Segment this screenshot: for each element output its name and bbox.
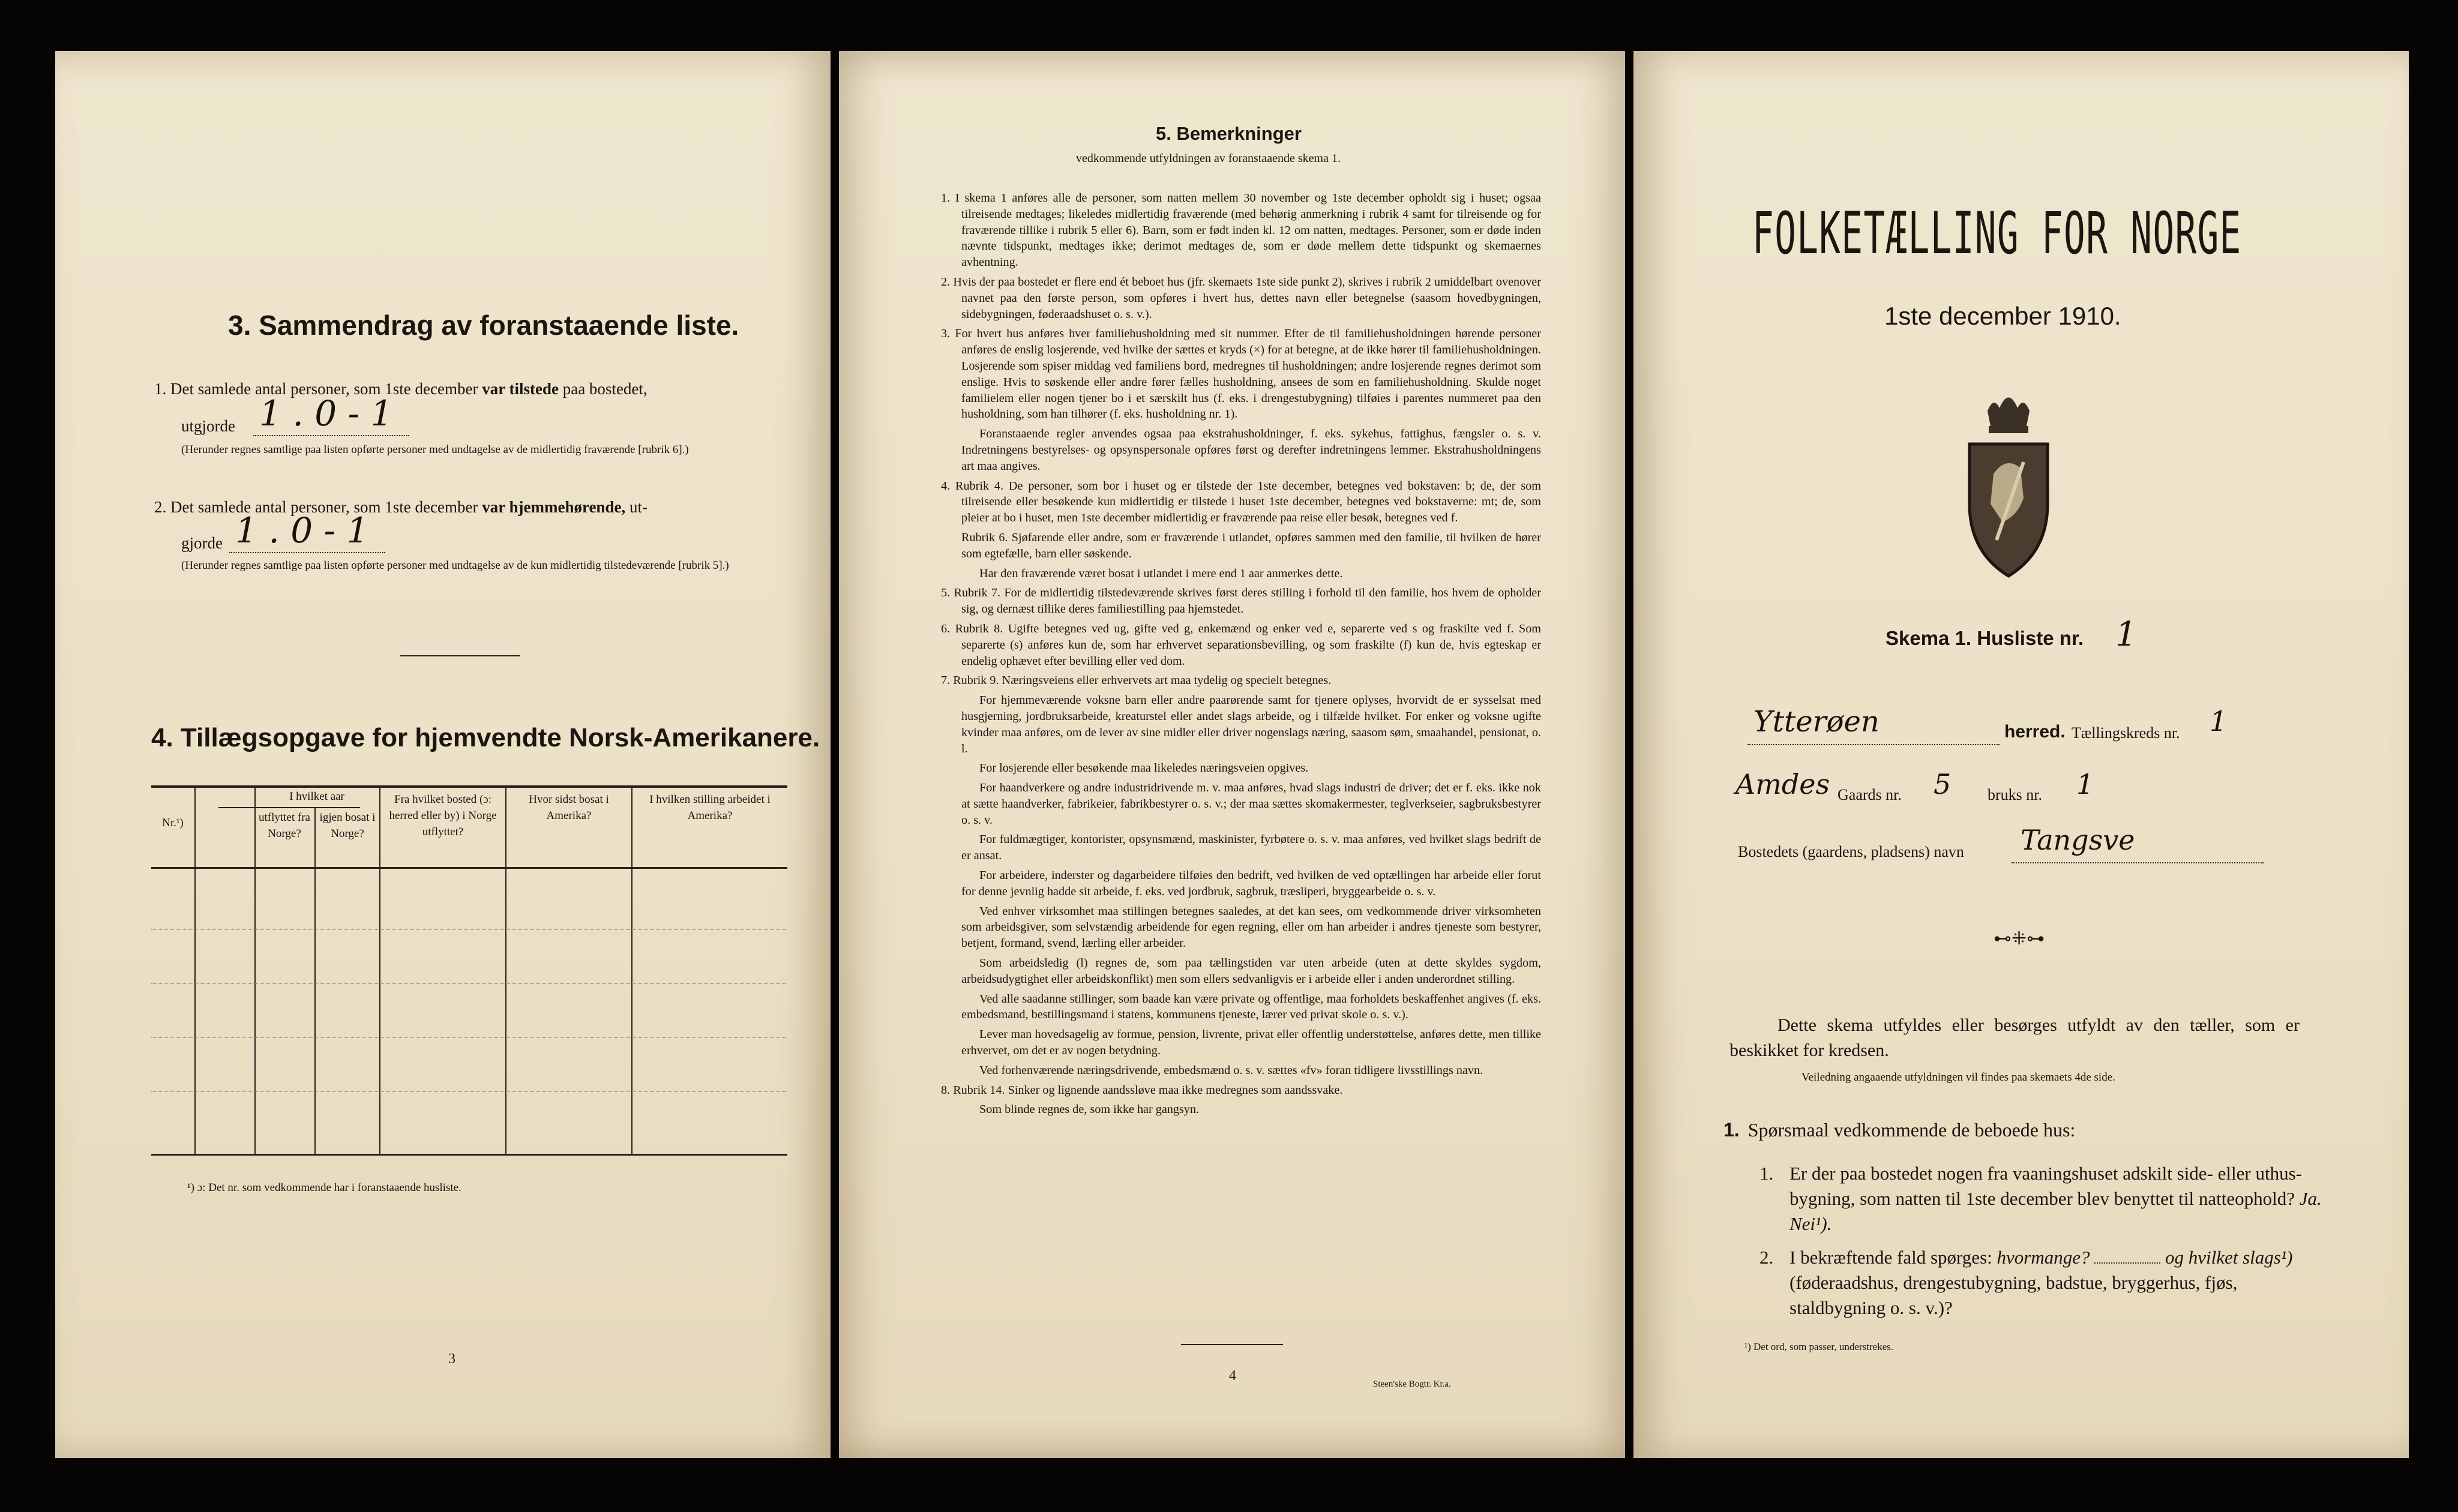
divider [400, 655, 520, 656]
remark-paragraph: 2. Hvis der paa bostedet er flere end ét beboet hus (jfr. skemaets 1ste side punkt 2), skrives i rubrik 2 umiddelbart ovenover navnet paa den første person, som opføres i hvert hus, dettes navn eller betegnelse (saasom hovedbygningen, sidebygningen, føderaadshuset o. s. v.). [941, 275, 1541, 321]
norsk-amerikanere-table [151, 785, 787, 1156]
herred-label: herred. [2004, 722, 2066, 742]
dotted-line [253, 435, 409, 436]
summary-note-1: (Herunder regnes samtlige paa listen opførte personer med undtagelse av de midlertidig fraværende [rubrik 6].) [181, 443, 689, 456]
col-igjen: igjen bosat i Norge? [319, 811, 376, 840]
remarks-subtitle: vedkommende utfyldningen av foranstaaende skema 1. [1076, 152, 1341, 165]
remark-paragraph: 8. Rubrik 14. Sinker og lignende aandssløve maa ikke medregnes som aandssvake. [941, 1083, 1343, 1097]
gaard-value: Amdes [1735, 768, 1830, 800]
gaards-label: Gaards nr. [1837, 786, 1902, 803]
question-2: 2. I bekræftende fald spørges: hvormange? og hvilket slags¹) (føderaadshus, drengestubygning, badstue, bryggerhus, fjøs, staldbygning o. s. v.)? [1759, 1247, 2293, 1318]
present-count-value: 1 . 0 - 1 [259, 393, 393, 434]
remark-paragraph: Har den fraværende været bosat i utlandet i mere end 1 aar anmerkes dette. [979, 566, 1343, 580]
summary-note-2: (Herunder regnes samtlige paa listen opførte personer med undtagelse av de kun midlertidig tilstedeværende [rubrik 5].) [181, 559, 729, 572]
col-utflyttet: utflyttet fra Norge? [259, 811, 310, 840]
ornament-icon: ⊷⁜⊶ [1994, 929, 2045, 949]
herred-value: Ytterøen [1753, 705, 1880, 739]
remark-paragraph: 6. Rubrik 8. Ugifte betegnes ved ug, gifte ved g, enkemænd og enker ved e, separerte ved s og fraskilte ved f. Som separerte (s) anføres kun de, som har erhvervet separationsbevilling, og som fraskilte (f) kun de, hvis egteskap er endelig ophævet efter bevilling eller ved dom. [941, 622, 1541, 668]
remark-paragraph: Foranstaaende regler anvendes ogsaa paa ekstrahusholdninger, f. eks. sykehus, fattighus, fængsler o. s. v. Indretningens bestyrelses- og opsynspersonale opføres først og derefter indretningens lemmer. Ekstrahusholdningens art maa angives. [961, 427, 1541, 473]
census-title: FOLKETÆLLING FOR NORGE [1752, 200, 2242, 267]
summary-item-2: 2. Det samlede antal personer, som 1ste december var hjemmehørende, ut- [154, 498, 648, 516]
hvormange-field[interactable] [2094, 1262, 2160, 1264]
divider [1181, 1344, 1283, 1345]
skema-label: Skema 1. Husliste nr. [1886, 627, 2084, 649]
page-3 [55, 51, 831, 1458]
husliste-number: 1 [2115, 615, 2137, 654]
remark-paragraph: 1. I skema 1 anføres alle de personer, som natten mellem 30 november og 1ste december opholdt sig i huset; ogsaa tilreisende medtages; likeledes midlertidig fraværende (med behørig anmerkning i rubrik 4 samt for tilreisende og for fraværende tillike i rubrik 5 eller 6). Barn, som er født inden kl. 12 om natten, medtages. Personer, som er døde inden nævnte tidspunkt, medtages ikke; derimot medtages de, som er døde mellem dette tidspunkt og skemaernes avhentning. [941, 191, 1541, 269]
remark-paragraph: For haandverkere og andre industridrivende m. v. maa anføres, hvad slags industri de driver; det er f. eks. ikke nok at sætte haandverker, fabrikeier, fabrikbestyrer o. s. v.; der maa sættes skomakermester, teglverkseier, sagbruksbestyrer o. s. v. [961, 781, 1541, 827]
q1-answer-options[interactable]: Ja. Nei¹). [1789, 1188, 2322, 1234]
remarks-body [941, 190, 1541, 1121]
remark-paragraph: For arbeidere, inderster og dagarbeidere tilføies den bedrift, ved hvilken de ved optællingen har arbeide eller forut for denne jevnlig hadde sit arbeide, f. eks. ved jordbruk, sagbruk, træsliperi, bryggearbeide o. s. v. [961, 869, 1541, 898]
remark-paragraph: Ved alle saadanne stillinger, som baade kan være private og offentlige, maa forholdets beskaffenhet angives (f. eks. embedsmand, bestillingsmand i statens, kommunens tjeneste, lærer ved privat skole o. s. v.). [961, 992, 1541, 1022]
utgjorde-label-1: utgjorde [181, 417, 235, 435]
bruks-number: 1 [2076, 768, 2094, 800]
remark-paragraph: Ved enhver virksomhet maa stillingen betegnes saaledes, at det kan sees, om vedkommende driver virksomheten som arbeidsgiver, som selvstændig arbeidende for egen regning, eller om han arbeider i andres tjeneste som bestyrer, betjent, formand, svend, lærling eller arbeider. [961, 904, 1541, 950]
remark-paragraph: Som arbeidsledig (l) regnes de, som paa tællingstiden var uten arbeide (uten at dette skyldes sygdom, arbeidsudygtighet eller arbeidskonflikt) men som ellers sedvanligvis er i arbeide eller i anden underordnet stilling. [961, 956, 1541, 986]
remark-paragraph: Lever man hovedsagelig av formue, pension, livrente, privat eller offentlig understøttelse, anføres dette, men tillike erhvervet, om det er av nogen betydning. [961, 1028, 1541, 1058]
bosted-value: Tangsve [2021, 824, 2135, 856]
table-footnote: ¹) ɔ: Det nr. som vedkommende har i foranstaaende husliste. [187, 1181, 461, 1194]
col-hvor-bosat: Hvor sidst bosat i Amerika? [529, 793, 609, 822]
page-number: 4 [1229, 1368, 1236, 1384]
remark-paragraph: 5. Rubrik 7. For de midlertidig tilstedeværende skrives først deres stilling i forhold til den familie, hos hvem de opholder sig, og dernæst tillike deres familiestilling paa hjemstedet. [941, 586, 1541, 616]
census-date: 1ste december 1910. [1884, 302, 2121, 330]
col-fra-bosted: Fra hvilket bosted (ɔ: herred eller by) i Norge utflyttet? [389, 793, 497, 838]
question-1: 1. Er der paa bostedet nogen fra vaaningshuset adskilt side- eller uthus-bygning, som natten til 1ste december blev benyttet til natteophold? Ja. Nei¹). [1759, 1163, 2322, 1234]
page-1-cover [1633, 51, 2409, 1458]
col-nr: Nr.¹) [162, 817, 184, 829]
utgjorde-label-2: gjorde [181, 534, 223, 552]
dotted-line [1747, 744, 2000, 745]
section-4-title: 4. Tillægsopgave for hjemvendte Norsk-Amerikanere. [151, 723, 820, 752]
remark-paragraph: Ved forhenværende næringsdrivende, embedsmænd o. s. v. sættes «fv» foran tidligere livsstillings navn. [979, 1063, 1483, 1077]
col-stilling: I hvilken stilling arbeidet i Amerika? [649, 793, 771, 822]
kreds-value: 1 [2210, 705, 2228, 737]
cover-footnote: ¹) Det ord, som passer, understrekes. [1744, 1341, 1894, 1352]
coat-of-arms-icon [1958, 384, 2060, 582]
summary-item-1: 1. Det samlede antal personer, som 1ste december var tilstede paa bostedet, [154, 380, 648, 398]
remark-paragraph: Som blinde regnes de, som ikke har gangsyn. [979, 1103, 1200, 1117]
remark-paragraph: 3. For hvert hus anføres hver familiehusholdning med sit nummer. Efter de til familiehusholdningen hørende personer anføres de enslig losjerende, ved hvilke der sættes et kryds (×) for at betegne, at de ikke hører til familiehusholdningen. Losjerende som spiser middag ved familiens bord, medregnes til husholdningen; andre losjerende regnes derimot som enslige. Hvis to søskende eller andre fører fælles husholdning, ansees de som en familiehusholdning. Skulde noget familielem eller nogen tjener bo i et særskilt hus (f. eks. i drengestubygning) tilføies i parentes nummeret paa den husholdning, som han tilhører (f. eks. husholdning nr. 1). [941, 327, 1541, 421]
page-number: 3 [448, 1351, 455, 1367]
remark-paragraph: For losjerende eller besøkende maa likeledes næringsveien opgives. [979, 761, 1309, 775]
kreds-label: Tællingskreds nr. [2072, 724, 2180, 742]
dotted-line [229, 552, 385, 553]
remark-paragraph: Rubrik 6. Sjøfarende eller andre, som er fraværende i utlandet, opføres sammen med den familie, til hvilken de hører som egtefælle, barn eller søskende. [961, 530, 1541, 560]
section-3-title: 3. Sammendrag av foranstaaende liste. [228, 310, 739, 341]
bruks-label: bruks nr. [1988, 786, 2042, 803]
bosted-label: Bostedets (gaardens, pladsens) navn [1738, 843, 1964, 860]
remark-paragraph: 4. Rubrik 4. De personer, som bor i huset og er tilstede der 1ste december, betegnes ved bokstaven: b; de, der som tilreisende eller besøkende kun midlertidig er tilstede i huset 1ste december, betegnes ved bokstaverne: mt; de, som pleier at bo i huset, men 1ste december midlertidig er fraværende paa reise eller besøk, betegnes ved f. [941, 479, 1541, 525]
instruction-text: Dette skema utfyldes eller besørges utfyldt av den tæller, som er beskikket for kredsen. [1729, 1015, 2300, 1060]
remarks-title: 5. Bemerkninger [1156, 123, 1302, 144]
veiledning-note: Veiledning angaaende utfyldningen vil findes paa skemaets 4de side. [1801, 1071, 2115, 1084]
remark-paragraph: 7. Rubrik 9. Næringsveiens eller erhvervets art maa tydelig og specielt betegnes. [941, 674, 1332, 688]
resident-count-value: 1 . 0 - 1 [235, 510, 369, 551]
remark-paragraph: For hjemmeværende voksne barn eller andre paarørende samt for tjenere oplyses, hvorvidt de er sysselsat med husgjerning, jordbruksarbeide, kreaturstel eller andet slags arbeide, og i tilfælde hvilket. For enker og voksne ugifte kvinder maa anføres, om de lever av sine midler eller driver nogenslags næring, saasom søm, smaahandel, pensionat, o. l. [961, 694, 1541, 755]
gaards-number: 5 [1934, 768, 1952, 800]
questions-heading: 1. Spørsmaal vedkommende de beboede hus: [1723, 1119, 2076, 1141]
printer-imprint: Steen'ske Bogtr. Kr.a. [1373, 1379, 1451, 1389]
dotted-line [2012, 862, 2264, 863]
remark-paragraph: For fuldmægtiger, kontorister, opsynsmænd, maskinister, fyrbøtere o. s. v. maa anføres, ved hvilket slags bedrift de er ansat. [961, 833, 1541, 863]
page-4 [839, 51, 1625, 1458]
col-group-year: I hvilket aar [289, 790, 344, 803]
